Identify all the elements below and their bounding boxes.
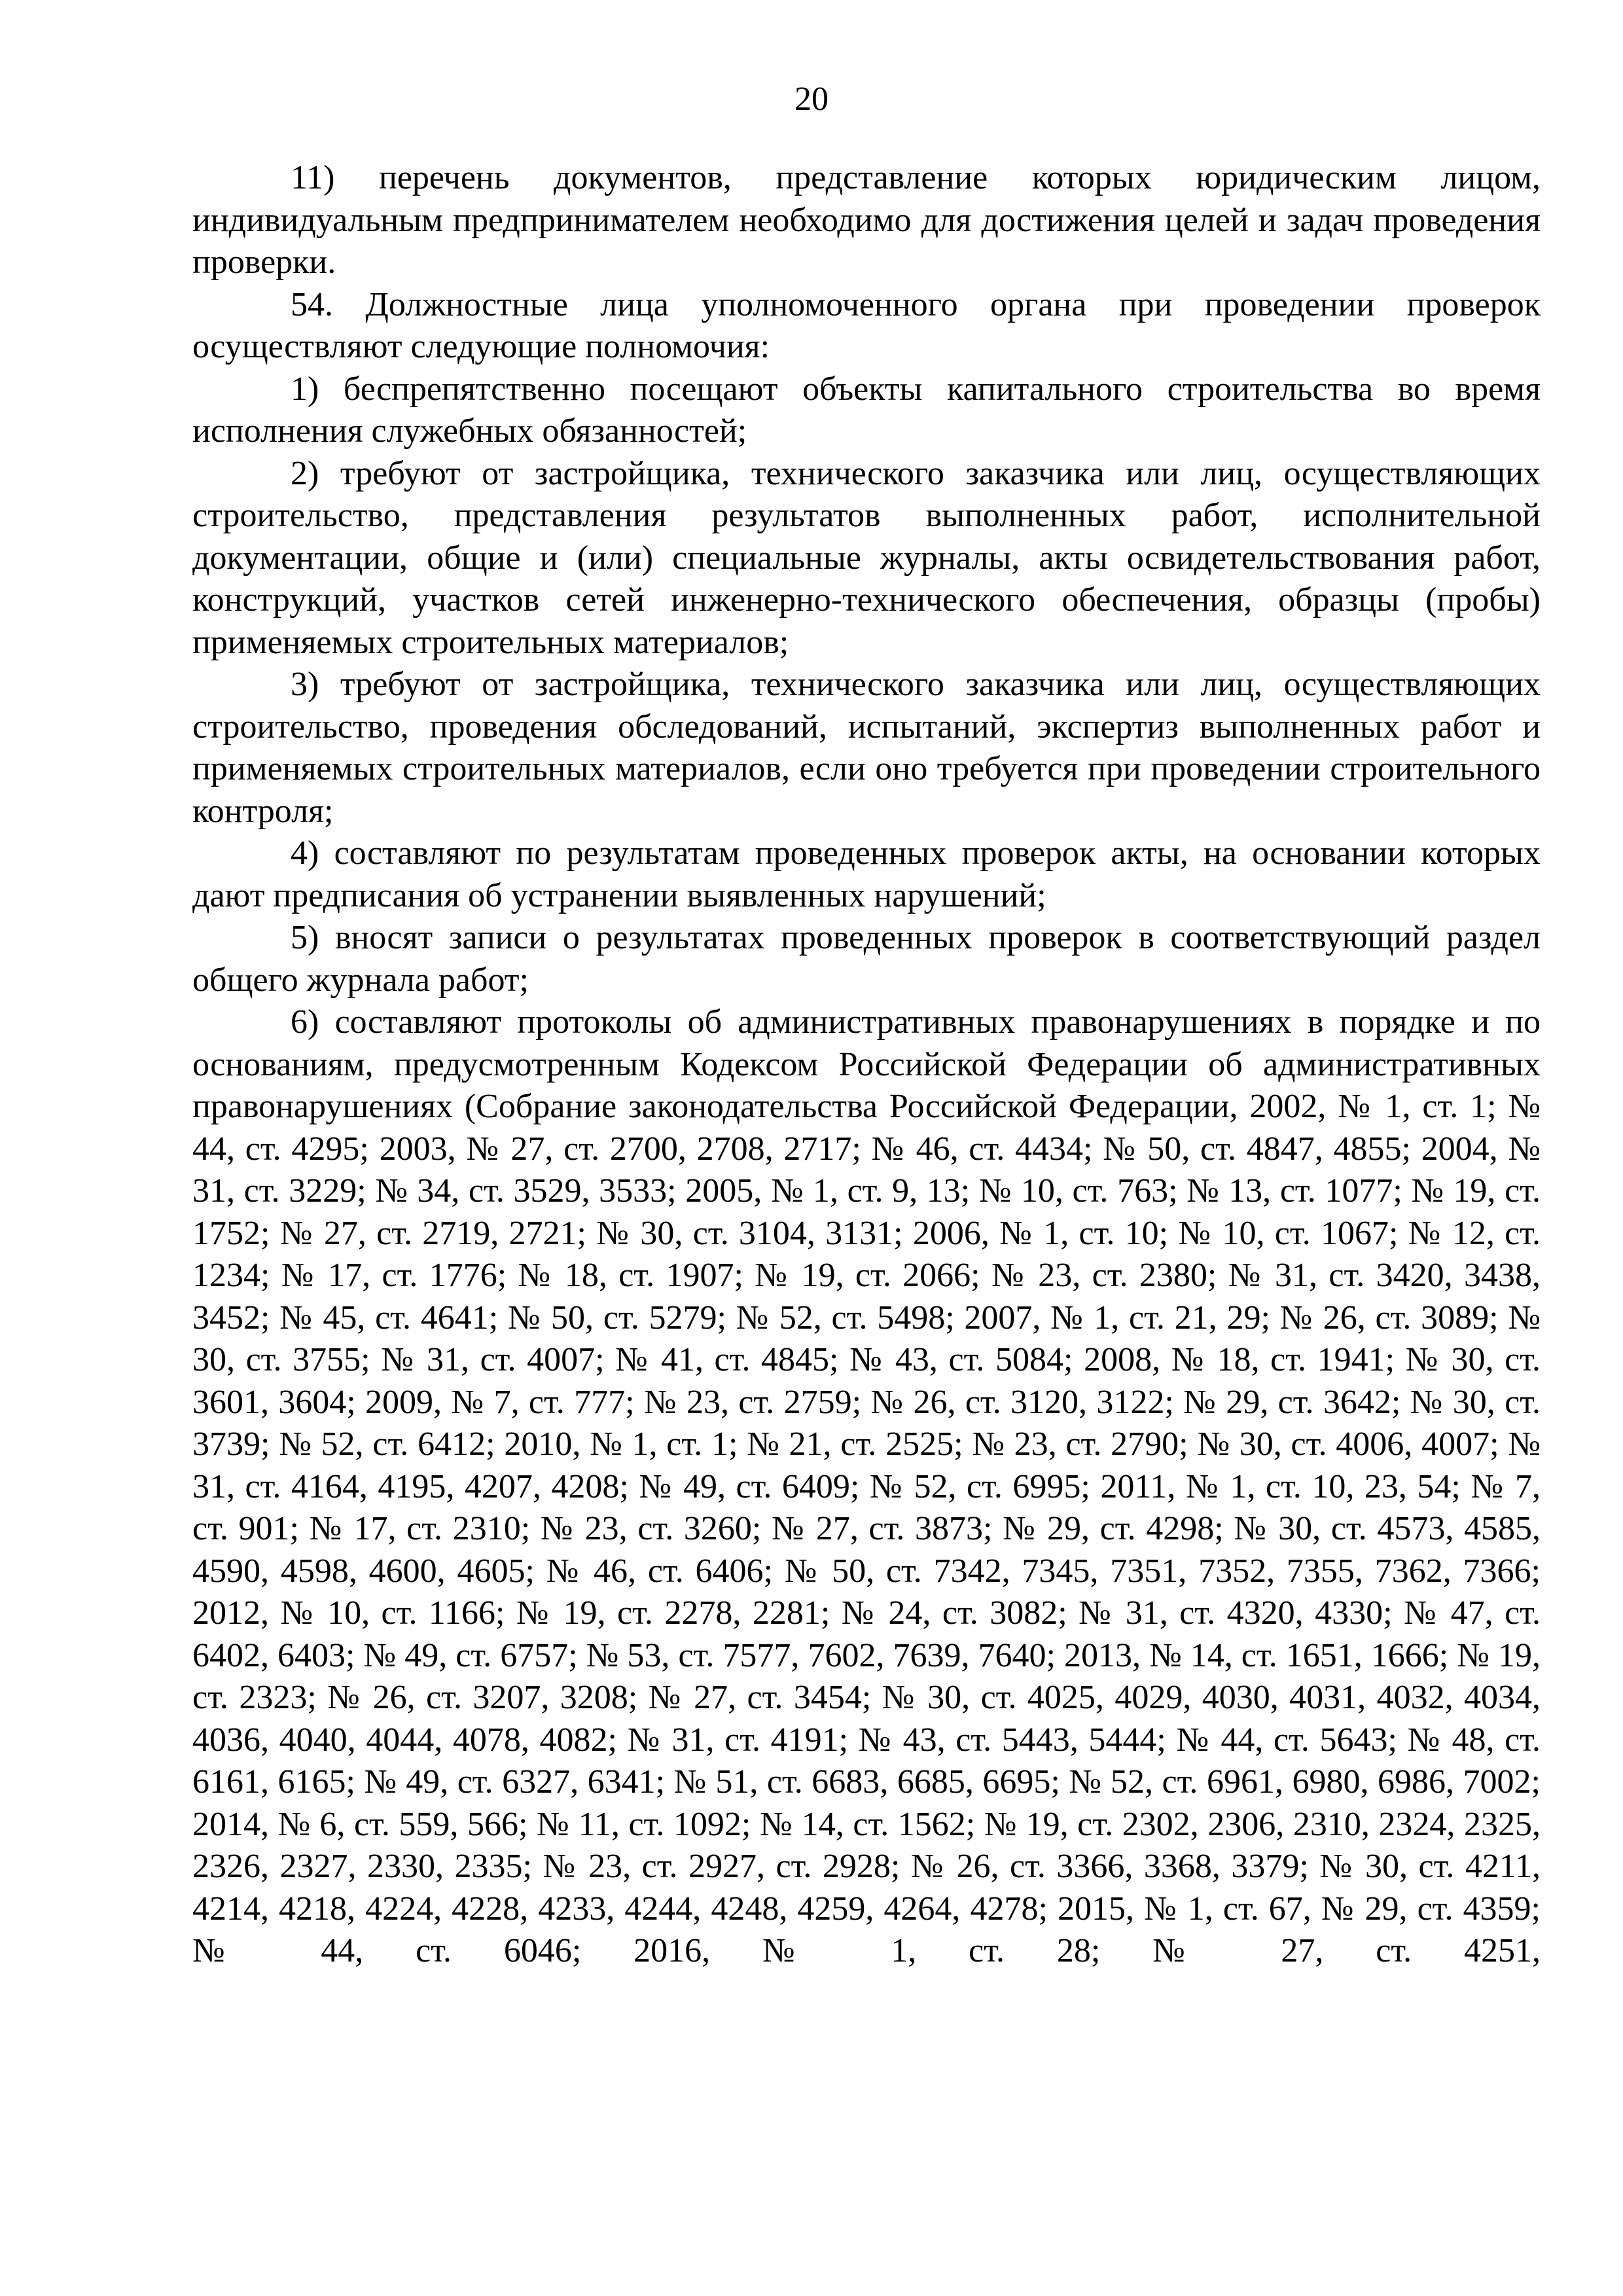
- paragraph-item-2: 2) требуют от застройщика, технического заказчика или лиц, осуществляющих строительство, представления результатов выполненных работ, исполнительной документации, общие и (или) специальные журналы, акты освидетельствования работ, конструкций, участков сетей инженерно-технического обеспечения, образцы (пробы) применяемых строительных материалов;: [192, 454, 1541, 661]
- paragraph-item-4: 4) составляют по результатам проведенных проверок акты, на основании которых дают предписания об устранении выявленных нарушений;: [192, 834, 1541, 914]
- paragraph-clause-54: 54. Должностные лица уполномоченного органа при проведении проверок осуществляют следующие полномочия:: [192, 285, 1541, 365]
- paragraph-item-1: 1) беспрепятственно посещают объекты капитального строительства во время исполнения служебных обязанностей;: [192, 370, 1541, 450]
- document-body: [192, 157, 1541, 1973]
- paragraph-item-11: 11) перечень документов, представление которых юридическим лицом, индивидуальным предпринимателем необходимо для достижения целей и задач проведения проверки.: [192, 159, 1541, 281]
- paragraph-item-3: 3) требуют от застройщика, технического заказчика или лиц, осуществляющих строительство, проведения обследований, испытаний, экспертиз выполненных работ и применяемых строительных материалов, если оно требуется при проведении строительного контроля;: [192, 666, 1541, 830]
- paragraph-item-5: 5) вносят записи о результатах проведенных проверок в соответствующий раздел общего журнала работ;: [192, 919, 1541, 999]
- page-number: 20: [794, 81, 829, 118]
- paragraph-item-6: 6) составляют протоколы об административных правонарушениях в порядке и по основаниям, предусмотренным Кодексом Российской Федерации об административных правонарушениях (Собрание законодательства Российской Федерации, 2002, № 1, ст. 1; № 44, ст. 4295; 2003, № 27, ст. 2700, 2708, 2717; № 46, ст. 4434; № 50, ст. 4847, 4855; 2004, № 31, ст. 3229; № 34, ст. 3529, 3533; 2005, № 1, ст. 9, 13; № 10, ст. 763; № 13, ст. 1077; № 19, ст. 1752; № 27, ст. 2719, 2721; № 30, ст. 3104, 3131; 2006, № 1, ст. 10; № 10, ст. 1067; № 12, ст. 1234; № 17, ст. 1776; № 18, ст. 1907; № 19, ст. 2066; № 23, ст. 2380; № 31, ст. 3420, 3438, 3452; № 45, ст. 4641; № 50, ст. 5279; № 52, ст. 5498; 2007, № 1, ст. 21, 29; № 26, ст. 3089; № 30, ст. 3755; № 31, ст. 4007; № 41, ст. 4845; № 43, ст. 5084; 2008, № 18, ст. 1941; № 30, ст. 3601, 3604; 2009, № 7, ст. 777; № 23, ст. 2759; № 26, ст. 3120, 3122; № 29, ст. 3642; № 30, ст. 3739; № 52, ст. 6412; 2010, № 1, ст. 1; № 21, ст. 2525; № 23, ст. 2790; № 30, ст. 4006, 4007; № 31, ст. 4164, 4195, 4207, 4208; № 49, ст. 6409; № 52, ст. 6995; 2011, № 1, ст. 10, 23, 54; № 7, ст. 901; № 17, ст. 2310; № 23, ст. 3260; № 27, ст. 3873; № 29, ст. 4298; № 30, ст. 4573, 4585, 4590, 4598, 4600, 4605; № 46, ст. 6406; № 50, ст. 7342, 7345, 7351, 7352, 7355, 7362, 7366; 2012, № 10, ст. 1166; № 19, ст. 2278, 2281; № 24, ст. 3082; № 31, ст. 4320, 4330; № 47, ст. 6402, 6403; № 49, ст. 6757; № 53, ст. 7577, 7602, 7639, 7640; 2013, № 14, ст. 1651, 1666; № 19, ст. 2323; № 26, ст. 3207, 3208; № 27, ст. 3454; № 30, ст. 4025, 4029, 4030, 4031, 4032, 4034, 4036, 4040, 4044, 4078, 4082; № 31, ст. 4191; № 43, ст. 5443, 5444; № 44, ст. 5643; № 48, ст. 6161, 6165; № 49, ст. 6327, 6341; № 51, ст. 6683, 6685, 6695; № 52, ст. 6961, 6980, 6986, 7002; 2014, № 6, ст. 559, 566; № 11, ст. 1092; № 14, ст. 1562; № 19, ст. 2302, 2306, 2310, 2324, 2325, 2326, 2327, 2330, 2335; № 23, ст. 2927, ст. 2928; № 26, ст. 3366, 3368, 3379; № 30, ст. 4211, 4214, 4218, 4224, 4228, 4233, 4244, 4248, 4259, 4264, 4278; 2015, № 1, ст. 67, № 29, ст. 4359; № 44, ст. 6046; 2016, № 1, ст. 28; № 27, ст. 4251,: [192, 1003, 1541, 1969]
